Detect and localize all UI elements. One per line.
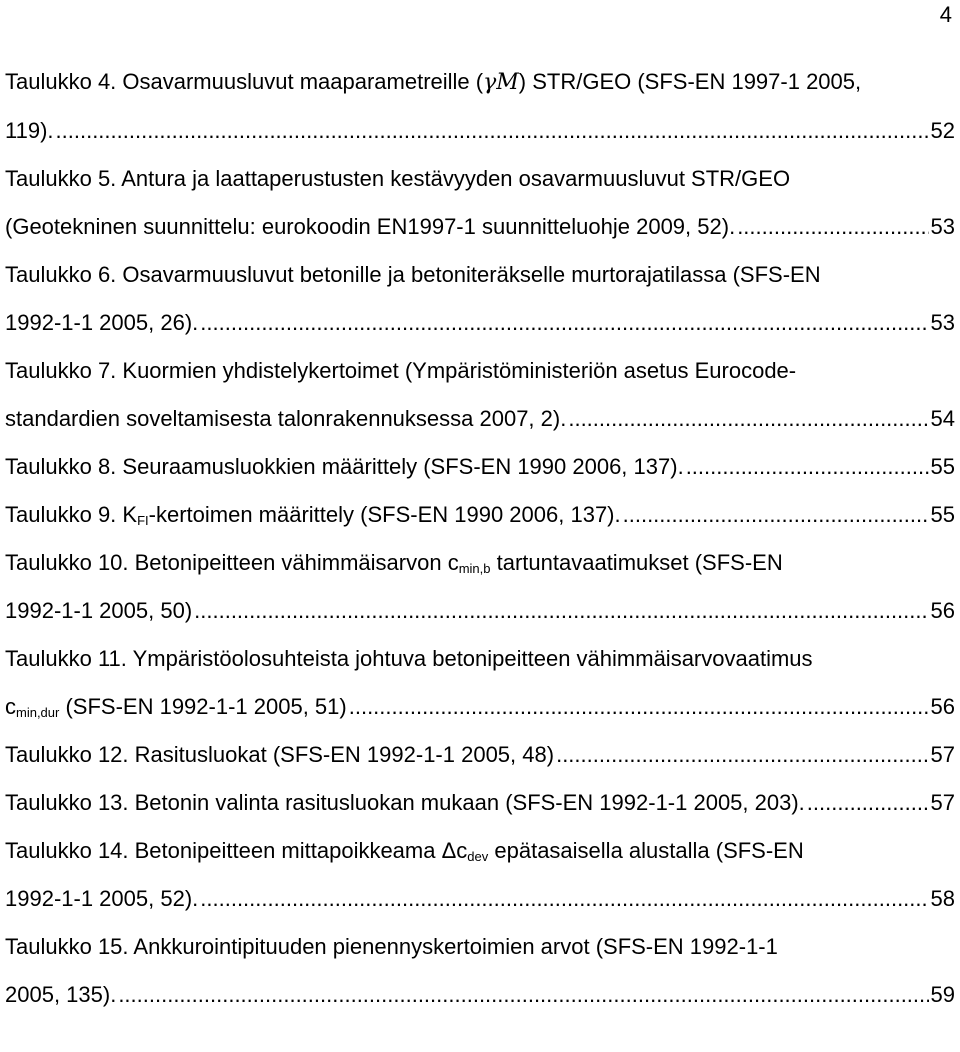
toc-entry-last-line: standardien soveltamisesta talonrakennuksessa 2007, 2). ..... 54 bbox=[5, 395, 955, 443]
toc-entry-last-line: Taulukko 9. $K_{FI}$-kertoimen määrittely (SFS-EN 1990 2006, 137). ..... 55 bbox=[5, 491, 955, 539]
toc-entry-line: Taulukko 5. Antura ja laattaperustusten kestävyyden osavarmuusluvut STR/GEO bbox=[5, 166, 791, 191]
toc-page-number: 55 bbox=[930, 502, 955, 527]
toc-entry-taulukko-15[interactable] bbox=[5, 923, 955, 1019]
gamma-m-symbol: γM bbox=[483, 70, 519, 95]
toc-entry-taulukko-11[interactable] bbox=[5, 635, 955, 731]
toc-entry-taulukko-12[interactable] bbox=[5, 731, 955, 779]
toc-entry-last-line: 1992-1-1 2005, 50) ..... 56 bbox=[5, 587, 955, 635]
toc-entry-last-line: $c_{min,dur}$ (SFS-EN 1992-1-1 2005, 51) ..... 56 bbox=[5, 683, 955, 731]
dot-leader bbox=[118, 971, 928, 1019]
dot-leader bbox=[349, 683, 929, 731]
toc-entry-line: Taulukko 14. Betonipeitteen mittapoikkeama $\Delta c_{dev}$ epätasaisella alustalla (SFS-EN bbox=[5, 838, 804, 864]
toc-entry-taulukko-13[interactable] bbox=[5, 779, 955, 827]
toc-entry-last-line: Taulukko 12. Rasitusluokat (SFS-EN 1992-1-1 2005, 48) ..... 57 bbox=[5, 731, 955, 779]
toc-entry-taulukko-8[interactable] bbox=[5, 443, 955, 491]
dot-leader bbox=[686, 443, 929, 491]
dot-leader bbox=[623, 491, 929, 539]
toc-entry-line: Taulukko 6. Osavarmuusluvut betonille ja betoniteräkselle murtorajatilassa (SFS-EN bbox=[5, 262, 821, 287]
toc-page-number: 58 bbox=[930, 886, 955, 911]
toc-entry-line: Taulukko 11. Ympäristöolosuhteista johtuva betonipeitteen vähimmäisarvovaatimus bbox=[5, 646, 813, 671]
toc-entry-last-line: Taulukko 13. Betonin valinta rasitusluokan mukaan (SFS-EN 1992-1-1 2005, 203). ..... 57 bbox=[5, 779, 955, 827]
toc-entry-line: Taulukko 10. Betonipeitteen vähimmäisarvon $c_{min,b}$ tartuntavaatimukset (SFS-EN bbox=[5, 550, 783, 576]
toc-page-number: 56 bbox=[930, 694, 955, 719]
toc-page-number: 56 bbox=[930, 598, 955, 623]
toc-entry-last-line: 119). ..... 52 bbox=[5, 107, 955, 155]
toc-entry-last-line: 1992-1-1 2005, 52). ..... 58 bbox=[5, 875, 955, 923]
toc-page-number: 55 bbox=[930, 454, 955, 479]
dot-leader bbox=[200, 875, 928, 923]
toc-entry-line: Taulukko 4. Osavarmuusluvut maaparametreille (γM) STR/GEO (SFS-EN 1997-1 2005, bbox=[5, 69, 862, 95]
toc-page-number: 57 bbox=[930, 790, 955, 815]
toc-entry-last-line: Taulukko 8. Seuraamusluokkien määrittely (SFS-EN 1990 2006, 137). ..... 55 bbox=[5, 443, 955, 491]
toc-entry-taulukko-4[interactable] bbox=[5, 58, 955, 155]
toc-page-number: 54 bbox=[930, 406, 955, 431]
toc-entry-last-line: (Geotekninen suunnittelu: eurokoodin EN1997-1 suunnitteluohje 2009, 52). ..... 53 bbox=[5, 203, 955, 251]
toc-page-number: 53 bbox=[930, 214, 955, 239]
subscript: FI bbox=[137, 513, 149, 528]
dot-leader bbox=[200, 299, 928, 347]
dot-leader bbox=[556, 731, 928, 779]
toc-page-number: 57 bbox=[930, 742, 955, 767]
toc-entry-line: Taulukko 7. Kuormien yhdistelykertoimet (Ympäristöministeriön asetus Eurocode- bbox=[5, 358, 797, 383]
subscript: min,b bbox=[458, 561, 491, 576]
toc-entry-taulukko-9[interactable] bbox=[5, 491, 955, 539]
dot-leader bbox=[737, 203, 928, 251]
toc-page-number: 52 bbox=[930, 118, 955, 143]
table-of-tables bbox=[5, 58, 955, 1019]
dot-leader bbox=[56, 107, 929, 155]
toc-entry-taulukko-10[interactable] bbox=[5, 539, 955, 635]
toc-entry-taulukko-7[interactable] bbox=[5, 347, 955, 443]
subscript: min,dur bbox=[16, 705, 60, 720]
toc-entry-line: Taulukko 15. Ankkurointipituuden pienennyskertoimien arvot (SFS-EN 1992-1-1 bbox=[5, 934, 778, 959]
toc-entry-last-line: 2005, 135). ..... 59 bbox=[5, 971, 955, 1019]
page-number: 4 bbox=[939, 2, 952, 27]
toc-entry-taulukko-6[interactable] bbox=[5, 251, 955, 347]
subscript: dev bbox=[467, 849, 489, 864]
toc-page-number: 59 bbox=[930, 982, 955, 1007]
dot-leader bbox=[194, 587, 928, 635]
toc-entry-last-line: 1992-1-1 2005, 26). ..... 53 bbox=[5, 299, 955, 347]
toc-entry-taulukko-5[interactable] bbox=[5, 155, 955, 251]
dot-leader bbox=[568, 395, 928, 443]
toc-page-number: 53 bbox=[930, 310, 955, 335]
toc-entry-taulukko-14[interactable] bbox=[5, 827, 955, 923]
dot-leader bbox=[807, 779, 929, 827]
